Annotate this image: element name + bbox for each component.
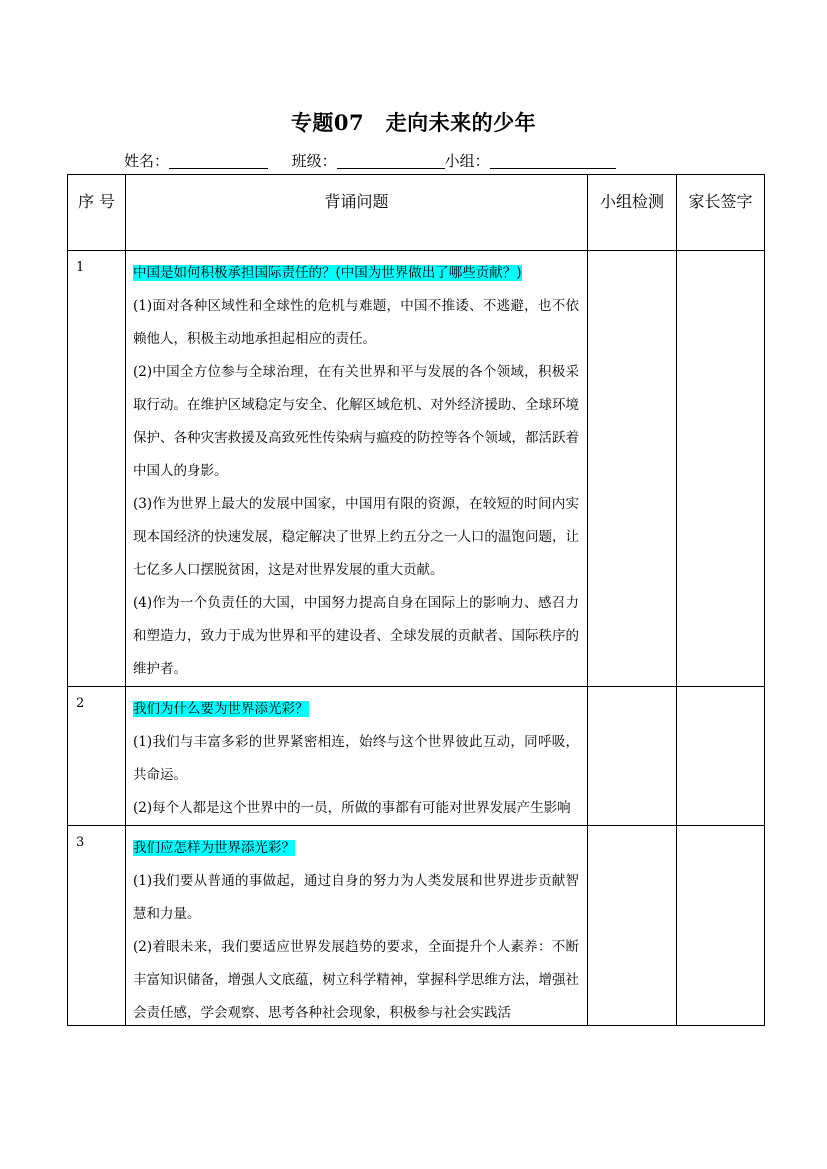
answer-text: (1)面对各种区域性和全球性的危机与难题，中国不推诿、不逃避，也不依赖他人，积极主动地承担起相应的责任。 [133,298,579,347]
answer-text: (2)中国全方位参与全球治理，在有关世界和平与发展的各个领域，积极采取行动。在维护区域稳定与安全、化解区域危机、对外经济援助、全球环境保护、各种灾害救援及高致死性传染病与瘟疫的防控等各个领域，都活跃着中国人的身影。 [133,364,579,479]
parent-signature-cell[interactable] [677,687,765,826]
row-number: 3 [68,826,126,1026]
class-label: 班级： [291,152,337,170]
table-row [68,687,765,826]
question-cell [126,687,588,826]
parent-signature-cell[interactable] [677,826,765,1026]
header-group-check: 小组检测 [588,175,677,251]
table-row [68,826,765,1026]
header-number: 序 号 [68,175,126,251]
table-header-row [68,175,765,251]
group-check-cell[interactable] [588,826,677,1026]
question-text: 我们应怎样为世界添光彩？ [133,840,295,856]
question-text: 我们为什么要为世界添光彩？ [133,701,309,717]
name-blank[interactable] [169,152,268,169]
question-cell [126,251,588,687]
row-number: 2 [68,687,126,826]
group-check-cell[interactable] [588,687,677,826]
question-cell [126,826,588,1026]
group-label: 小组： [444,152,490,170]
answer-text: (3)作为世界上最大的发展中国家，中国用有限的资源，在较短的时间内实现本国经济的快速发展，稳定解决了世界上约五分之一人口的温饱问题，让七亿多人口摆脱贫困，这是对世界发展的重大贡献。 [133,496,579,578]
header-parent-signature: 家长签字 [677,175,765,251]
parent-signature-cell[interactable] [677,251,765,687]
answer-text: (1)我们要从普通的事做起，通过自身的努力为人类发展和世界进步贡献智慧和力量。 [133,873,579,922]
recitation-table [67,174,765,1026]
answer-text: (4)作为一个负责任的大国，中国努力提高自身在国际上的影响力、感召力和塑造力，致力于成为世界和平的建设者、全球发展的贡献者、国际秩序的维护者。 [133,595,579,677]
student-info-line [124,150,616,171]
answer-text: (2)每个人都是这个世界中的一员，所做的事都有可能对世界发展产生影响 [133,800,571,816]
class-blank[interactable] [337,152,445,169]
header-question: 背诵问题 [126,175,588,251]
group-blank[interactable] [490,152,616,169]
row-number: 1 [68,251,126,687]
table-row [68,251,765,687]
name-label: 姓名： [124,152,170,170]
answer-text: (2)着眼未来，我们要适应世界发展趋势的要求，全面提升个人素养：不断丰富知识储备，增强人文底蕴，树立科学精神，掌握科学思维方法，增强社会责任感，学会观察、思考各种社会现象，积极参与社会实践活 [133,939,579,1021]
group-check-cell[interactable] [588,251,677,687]
answer-text: (1)我们与丰富多彩的世界紧密相连，始终与这个世界彼此互动，同呼吸，共命运。 [133,734,579,783]
page-title: 专题07 走向未来的少年 [290,110,537,135]
question-text: 中国是如何积极承担国际责任的？(中国为世界做出了哪些贡献？) [133,265,522,281]
